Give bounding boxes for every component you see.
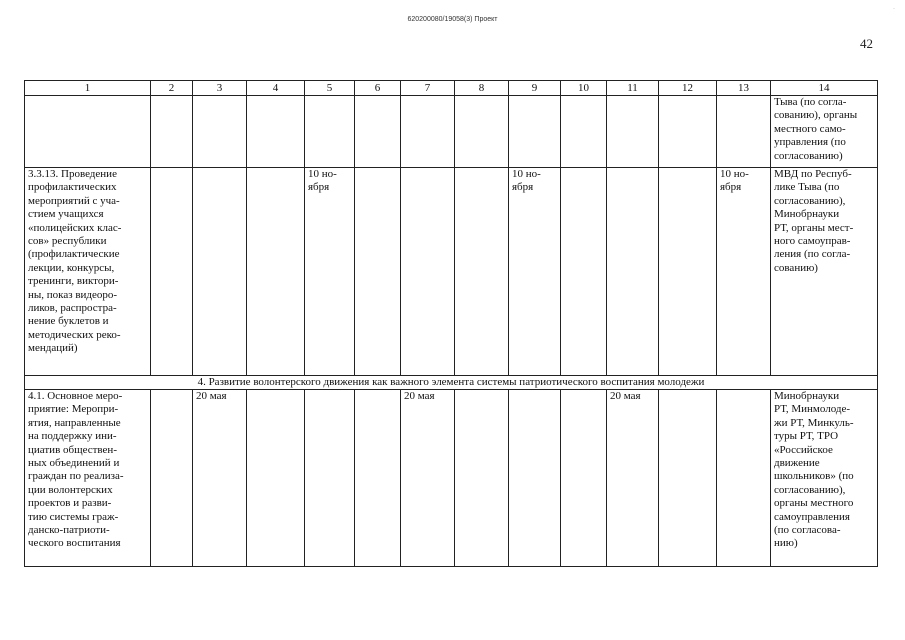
table-cell [659, 168, 717, 376]
responsible-cell: Минобрнауки РТ, Минмолоде- жи РТ, Минкуль- туры РТ, ТРО «Российское движение школьников» (по согласованию), органы местного самоуправления (по согласова- нию) [771, 390, 878, 567]
date-cell: 20 мая [607, 390, 659, 567]
column-number: 4 [247, 81, 305, 96]
table-cell [717, 96, 771, 168]
activity-cell: 4.1. Основное меро- приятие: Меропри- ятия, направленные на поддержку ини- циатив обществен- ных объединений и граждан по реализа- ции волонтерских проектов и разви- тию системы граж- данско-патриоти- ческого воспитания [25, 390, 151, 567]
table-cell [355, 96, 401, 168]
table-cell [151, 96, 193, 168]
column-number: 10 [561, 81, 607, 96]
scan-mark: · [893, 6, 895, 12]
table-cell [717, 390, 771, 567]
table-cell [193, 168, 247, 376]
date-cell: 20 мая [401, 390, 455, 567]
table-cell [247, 168, 305, 376]
page-number: 42 [860, 36, 873, 51]
column-number: 7 [401, 81, 455, 96]
column-number: 1 [25, 81, 151, 96]
table-cell [607, 96, 659, 168]
column-number: 2 [151, 81, 193, 96]
table-cell [355, 390, 401, 567]
table-cell [151, 390, 193, 567]
column-number: 12 [659, 81, 717, 96]
date-cell: 10 но- ября [305, 168, 355, 376]
table-row-3-3-13 [25, 168, 878, 376]
table-row-continuation [25, 96, 878, 168]
column-number: 14 [771, 81, 878, 96]
table-cell [455, 168, 509, 376]
column-number: 5 [305, 81, 355, 96]
date-cell: 10 но- ября [509, 168, 561, 376]
table-cell [659, 390, 717, 567]
section-heading-row [25, 376, 878, 390]
column-number: 3 [193, 81, 247, 96]
table-cell [151, 168, 193, 376]
table-cell [247, 96, 305, 168]
table-cell [561, 390, 607, 567]
table-cell [25, 96, 151, 168]
column-number: 8 [455, 81, 509, 96]
table-cell [607, 168, 659, 376]
table-cell [193, 96, 247, 168]
section-title: 4. Развитие волонтерского движения как важного элемента системы патриотического воспитания молодежи [25, 376, 878, 390]
date-cell: 10 но- ября [717, 168, 771, 376]
event-plan-table [24, 80, 878, 567]
table-cell [401, 96, 455, 168]
responsible-cell: МВД по Респуб- лике Тыва (по согласованию), Минобрнауки РТ, органы мест- ного самоуправ- ления (по согла- сованию) [771, 168, 878, 376]
table-cell [509, 96, 561, 168]
table-cell [305, 390, 355, 567]
table-cell [561, 96, 607, 168]
responsible-cell: Тыва (по согла- сованию), органы местного само- управления (по согласованию) [771, 96, 878, 168]
table-cell [305, 96, 355, 168]
column-number: 6 [355, 81, 401, 96]
table-row-4-1 [25, 390, 878, 567]
table-cell [455, 96, 509, 168]
date-cell: 20 мая [193, 390, 247, 567]
column-number-row [25, 81, 878, 96]
column-number: 11 [607, 81, 659, 96]
document-code-header: 620200080/19058(3) Проект [407, 16, 498, 23]
column-number: 13 [717, 81, 771, 96]
table-cell [509, 390, 561, 567]
table-cell [561, 168, 607, 376]
column-number: 9 [509, 81, 561, 96]
table-cell [355, 168, 401, 376]
table-cell [247, 390, 305, 567]
table-cell [401, 168, 455, 376]
table-cell [659, 96, 717, 168]
table-cell [455, 390, 509, 567]
activity-cell: 3.3.13. Проведение профилактических мероприятий с уча- стием учащихся «полицейских клас- сов» республики (профилактические лекции, конкурсы, тренинги, виктори- ны, показ видеоро- ликов, распростра- нение буклетов и методических реко- мендаций) [25, 168, 151, 376]
